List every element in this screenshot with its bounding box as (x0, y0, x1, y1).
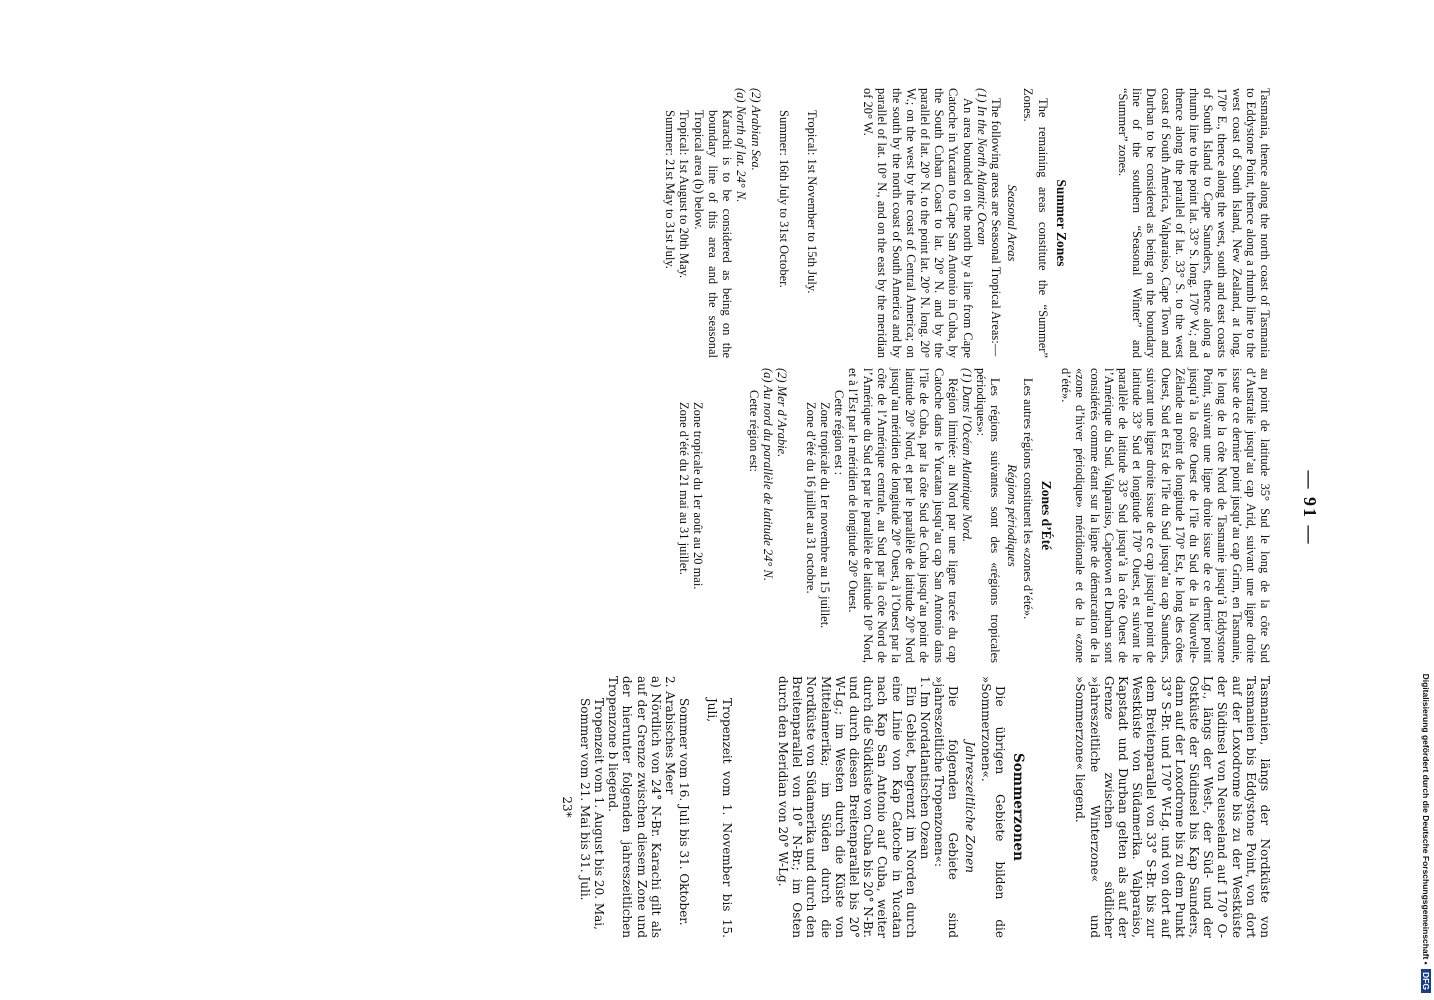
french-section2a-title: (a) Au nord du parallèle de latitude 24° N. (761, 368, 776, 581)
french-continuation: au point de latitude 35° Sud le long de la côte Sud d’Australie jusqu’au cap Arid, suivant une ligne droite issue de ce dernier point jusqu’au cap Grim, en Tasmanie, le long de la côte Nord de Tasmanie jusqu’à Eddystone Point, suivant une ligne droite issue de ce dernier point jusqu’à la côte Ouest de l’île du Sud de la Nouvelle-Zélande au point de longitude 170° Est, le long des côtes Ouest, Sud et Est de l’île du Sud jusqu’au cap Saunders, suivant une ligne droite issue de ce cap jusqu’au point de latitude 33° Sud et longitude 170° Ouest, et suivant le parallèle de latitude 33° Sud jusqu’à la côte Ouest de l’Amérique du Sud. Valparaiso, Capetown et Durban sont considérés comme étant sur la ligne de démarcation de la «zone d’hiver périodique» méridionale et de la «zone d’été». (1059, 368, 1272, 663)
spacer (1074, 88, 1116, 358)
german-tropical2: Tropenzeit vom 1. August bis 20. Mai, (592, 698, 607, 930)
german-section1-text: Ein Gebiet, begrenzt im Norden durch eine Linie von Kap Catoche in Yucatan nach Kap San Antonio auf Cuba, weiter durch die Südküste von Cuba bis 20° N-Br. und durch diesen Breitenparallel bis 20° W-Lg.; im Westen durch die Küste von Mittelamerika; im Süden durch die Nordküste von Südamerika und durch den Breitenparallel von 10° N-Br.; im Osten durch den Meridian von 20° W-Lg. (775, 676, 918, 938)
digitization-sidebar (1415, 8, 1431, 993)
german-following: Die folgenden Gebiete sind »jahreszeitliche Tropenzonen«: (932, 676, 961, 938)
spacer (691, 676, 705, 938)
dfg-logo: DFG (1421, 969, 1431, 993)
french-subhead: Régions périodiques (1004, 464, 1019, 567)
french-section1-title: (1) Dans l’Océan Atlantique Nord. (959, 368, 974, 542)
english-section2a-text: Karachi is to be considered as being on the boundary line of this area and the seasonal Tropical area (b) below. (691, 110, 735, 358)
german-column (559, 676, 1272, 938)
english-section1-title: (1) In the North Atlantic Ocean (974, 88, 989, 246)
english-tropical1: Tropical: 1st November to 15th July. (804, 110, 819, 294)
french-heading: Zones d’Été (1038, 480, 1054, 551)
rotated-page (70, 68, 1320, 948)
english-continuation: Tasmania, thence along the north coast of Tasmania to Eddystone Point, thence along a rhumb line to the west coast of South Island, New Zealand, at long. 170° E., thence along the west, south and east coasts of South Island to Cape Saunders, thence along a rhumb line to the point lat. 33° S. long. 170° W.; and thence along the parallel of lat. 33° S. to the west coast of South America, Valparaiso, Cape Town and Durban to be considered as being on the boundary line of the southern “Seasonal Winter” and “Summer” zones. (1115, 88, 1272, 358)
spacer (734, 676, 776, 938)
german-summer2: Sommer vom 21. Mai bis 31. Juli. (577, 698, 592, 901)
german-continuation: Tasmanien, längs der Nordküste von Tasmanien bis Eddystone Point, von dort auf der Loxodrome bis zu der Westküste der Südinsel von Neuseeland auf 170° O-Lg., längs der West-, der Süd- und der Ostküste der Südinsel bis Kap Saunders, dann auf der Loxodrome bis zu dem Punkt 33° S-Br. und 170° W-Lg. und von dort auf dem Breitenparallel von 33° S-Br. bis zur Westküste von Südamerika. Valparaiso, Kapstadt und Durban gelten als auf der Grenze zwischen südlicher »jahreszeitliche Winterzone« und »Sommerzone« liegend. (1073, 676, 1272, 938)
german-subhead: Jahreszeitliche Zonen (962, 741, 977, 873)
spacer (763, 88, 777, 358)
french-section1-text: Région limitée: au Nord par une ligne tracée du cap Catoche dans le Yucatan jusqu’au cap San Antonio dans l’île de Cuba, par la côte Sud de Cuba jusqu’au point de latitude 20° Nord, et par le parallèle de latitude 20° Nord jusqu’au méridien de longitude 20° Ouest, à l’Ouest par la côte de l’Amérique centrale, au Sud par la côte Nord de l’Amérique du Sud et par le parallèle de latitude 10° Nord, et à l’Est par le méridien de longitude 20° Ouest. (846, 368, 960, 663)
spacer (1031, 676, 1073, 938)
english-summer2: Summer: 21st May to 31st July. (663, 110, 678, 269)
english-tropical2: Tropical: 1st August to 20th May. (677, 110, 692, 279)
german-summer1: Sommer vom 16. Juli bis 31. Oktober. (677, 698, 692, 926)
french-cette1: Cette région est : (832, 390, 847, 476)
english-column (663, 88, 1272, 358)
english-section2a-title: (a) North of lat. 24° N. (734, 88, 749, 203)
french-cette2: Cette région est: (747, 390, 762, 472)
english-subhead: Seasonal Areas (1005, 184, 1020, 262)
german-section1-title: 1. Im Nordatlantischen Ozean (917, 676, 932, 860)
french-tropical1: Zone tropicale du 1er novembre au 15 juillet. (817, 402, 832, 629)
english-section1-text: An area bounded on the north by a line from Cape Catoche in Yucatan to Cape San Antonio in Cuba, by the South Cuban Coast to lat. 20° N. and by the parallel of lat. 20° N. to the point lat. 20° N. long. 20° W.; on the west by the coast of Central America; on the south by the north coast of South America and by parallel of lat. 10° N., and on the east by the meridian of 20° W. (861, 88, 975, 358)
french-following: Les régions suivantes sont des «régions tropicales périodiques»: (974, 368, 1003, 663)
english-summer1: Summer: 16th July to 31st October. (776, 110, 791, 288)
spacer (791, 88, 805, 358)
spacer (790, 368, 804, 663)
english-following: The following areas are Seasonal Tropical Areas:— (988, 98, 1003, 357)
german-heading: Sommerzonen (1010, 753, 1027, 861)
spacer (819, 88, 861, 358)
german-intro: Die übrigen Gebiete bilden die »Sommerzonen«. (978, 676, 1007, 938)
german-section2a-text: a) Nördlich von 24° N-Br. Karachi gilt als auf der Grenze zwischen diesem Zone und der hierunter folgenden jahreszeitlichen Tropenzone b liegend. (606, 676, 663, 938)
french-intro: Les autres régions constituent les «zones d’été». (1020, 378, 1035, 620)
page-signature: 23* (559, 796, 574, 818)
french-summer2: Zone d’été du 21 mai au 31 juillet. (676, 402, 691, 575)
french-column (676, 368, 1272, 663)
german-section2-title: 2. Arabisches Meer (663, 676, 678, 795)
english-intro: The remaining areas constitute the “Summer” Zones. (1021, 88, 1050, 358)
digitization-notice (1421, 8, 1431, 993)
page-number: — 91 — (1300, 470, 1320, 546)
funding-notice-text: Digitalisierung gefördert durch die Deutsche Forschungsgemeinschaft • (1421, 673, 1431, 965)
german-tropical1: Tropenzeit vom 1. November bis 15. Juli, (705, 698, 734, 938)
french-tropical2: Zone tropicale du 1er août au 20 mai. (690, 402, 705, 590)
french-section2-title: (2) Mer d’Arabie. (775, 368, 790, 458)
french-summer1: Zone d’été du 16 juillet au 31 octobre. (803, 402, 818, 594)
english-heading: Summer Zones (1053, 179, 1069, 267)
english-section2-title: (2) Arabian Sea. (748, 88, 763, 171)
spacer (705, 368, 747, 663)
